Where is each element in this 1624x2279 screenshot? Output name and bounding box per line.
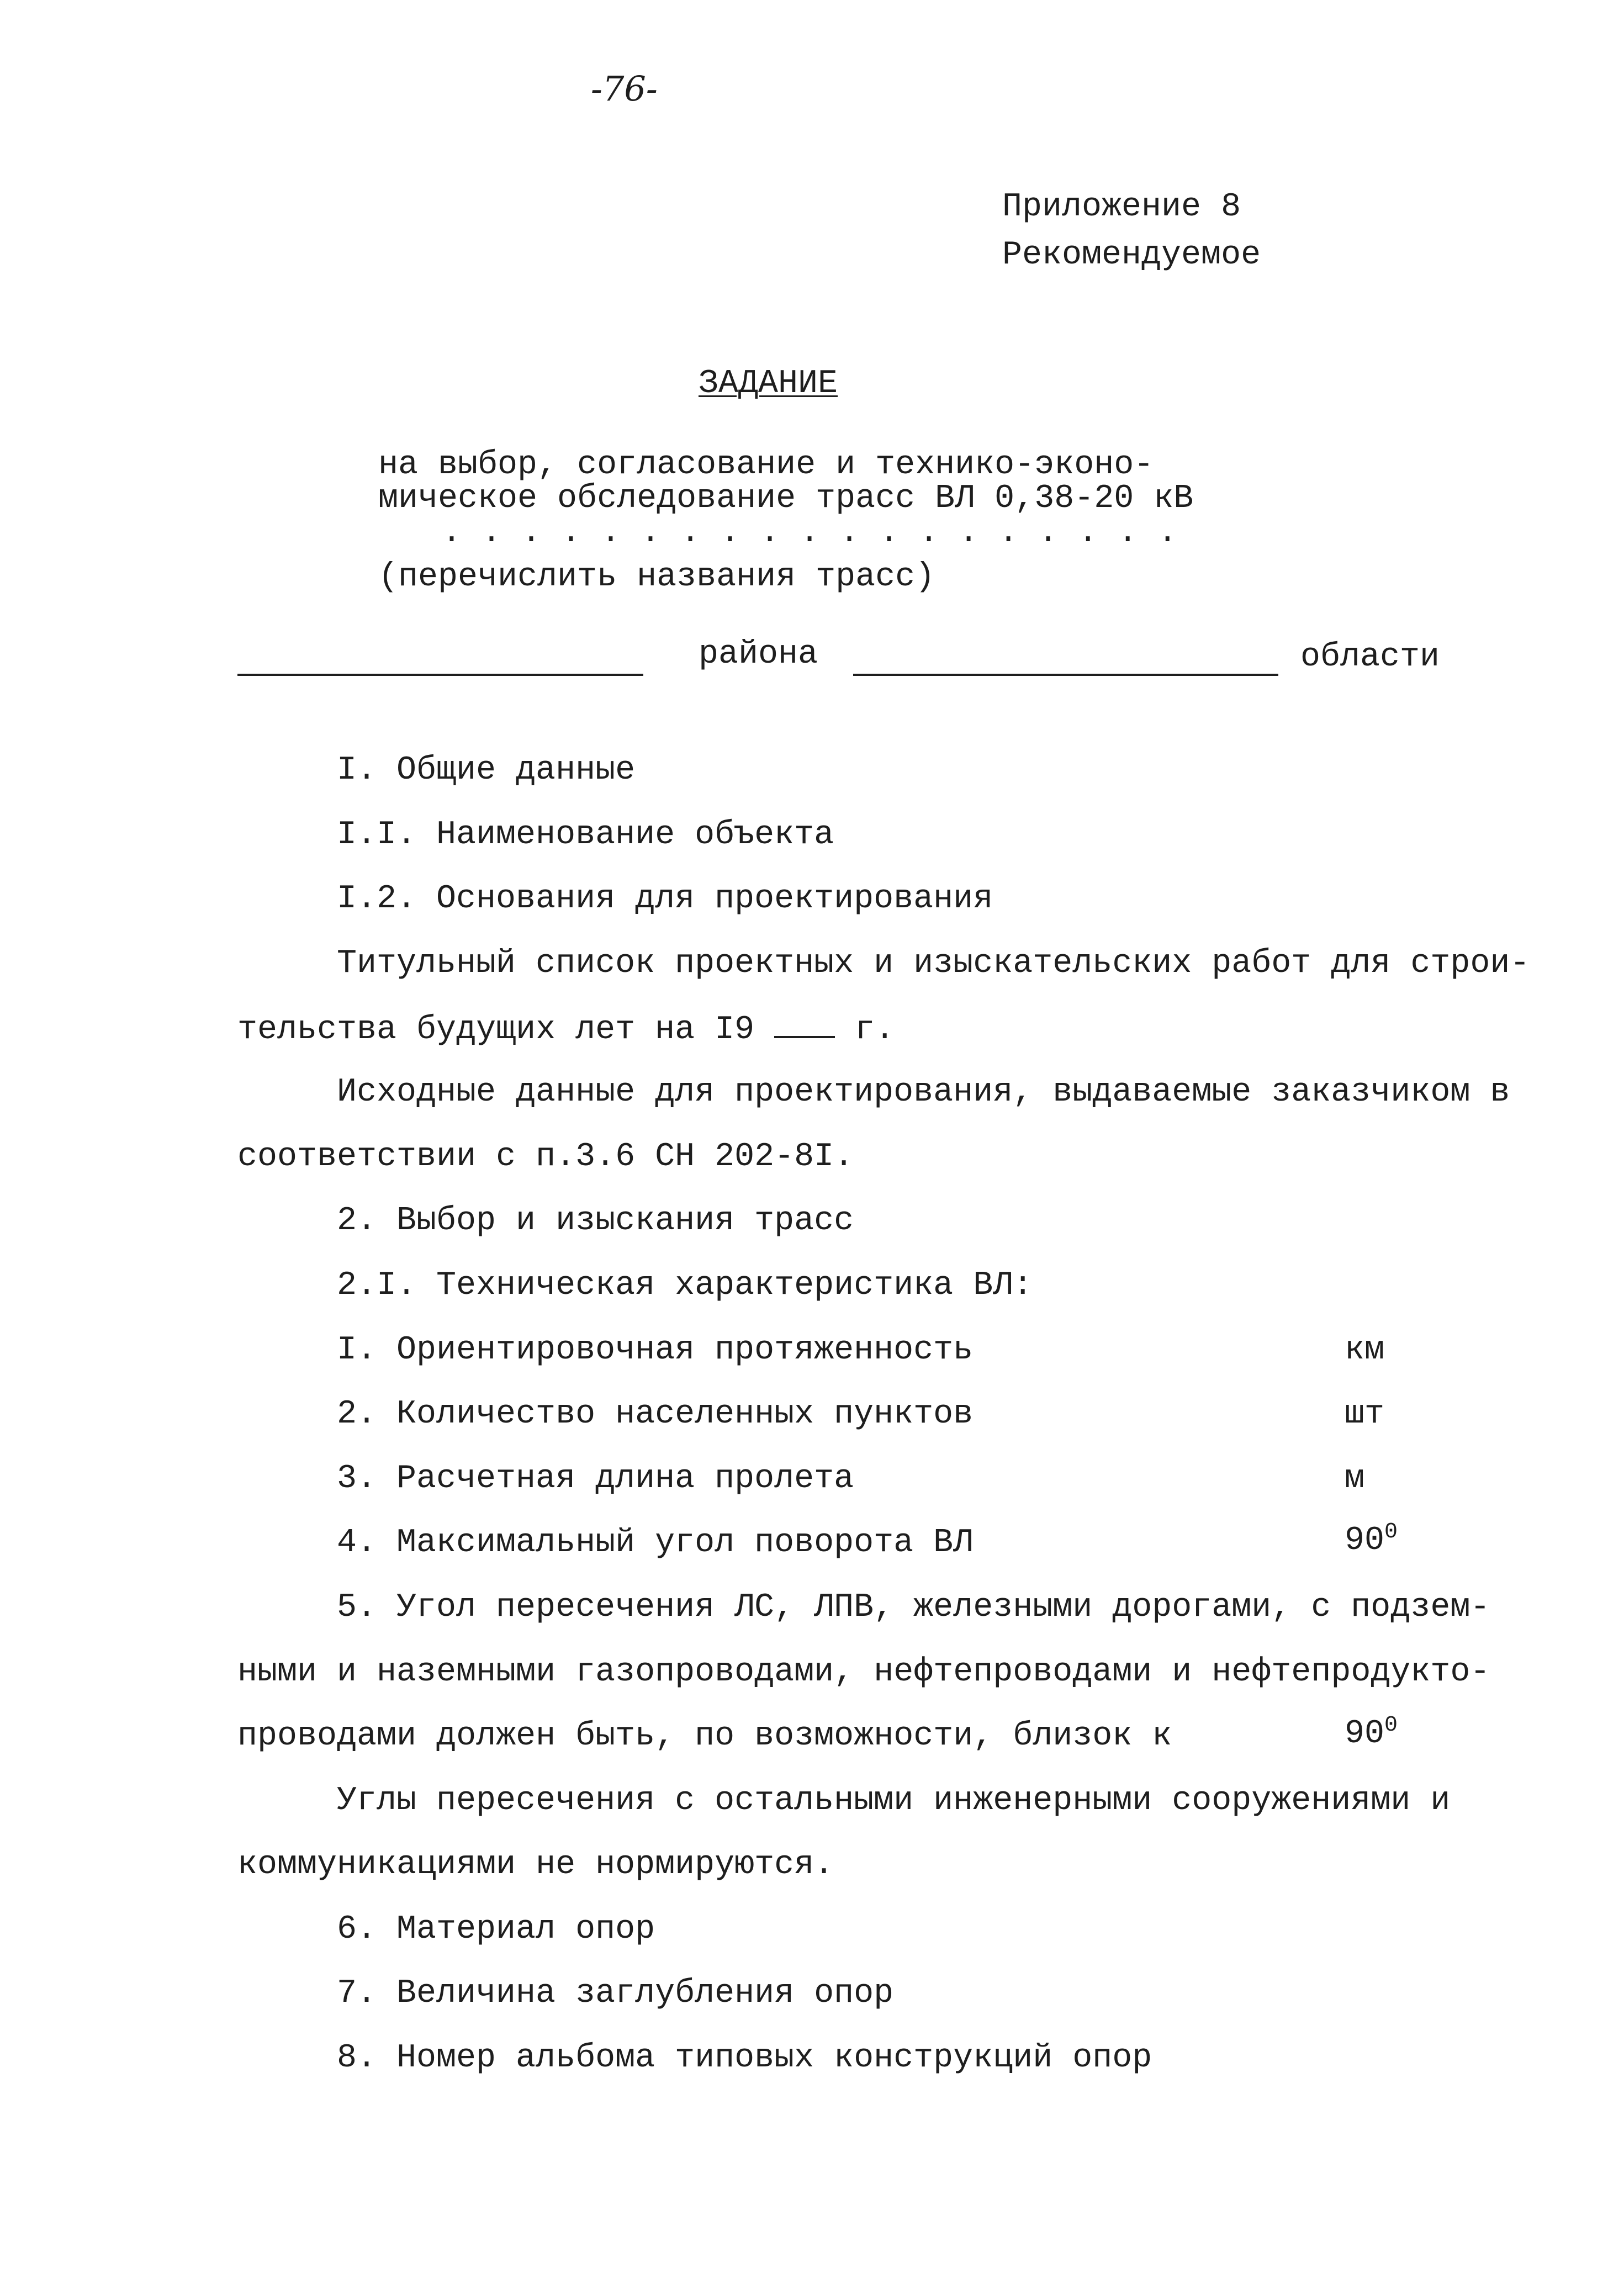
item-1-unit: км	[1345, 1331, 1385, 1369]
item-5-value	[1345, 1715, 1398, 1751]
paragraph-1-line-2-end: г.	[855, 1011, 895, 1049]
document-title	[699, 365, 838, 403]
paragraph-1-line-2	[237, 1011, 895, 1049]
item-8-text: 8. Номер альбома типовых конструкций опор	[337, 2039, 1152, 2077]
item-5-angle: 90	[1345, 1715, 1385, 1753]
oblast-blank-line	[853, 674, 1278, 676]
section-1-2-heading: I.2. Основания для проектирования	[337, 880, 993, 918]
section-2-heading: 2. Выбор и изыскания трасс	[337, 1202, 854, 1240]
item-3-text: 3. Расчетная длина пролета	[337, 1460, 854, 1498]
item-1-text: I. Ориентировочная протяженность	[337, 1331, 974, 1369]
rayon-blank-line	[237, 674, 643, 676]
subtitle-hint: (перечислить названия трасс)	[378, 558, 935, 596]
rayon-label: района	[699, 636, 818, 673]
item-5-line-1: 5. Угол пересечения ЛС, ЛПВ, железными дорогами, с подзем-	[337, 1589, 1490, 1626]
item-3-unit: м	[1345, 1460, 1365, 1498]
placeholder-dots: . . . . . . . . . . . . . . . . . . .	[442, 514, 1178, 552]
section-1-heading: I. Общие данные	[337, 752, 636, 789]
item-2-text: 2. Количество населенных пунктов	[337, 1395, 974, 1433]
recommended-label: Рекомендуемое	[1002, 236, 1261, 274]
item-4-text: 4. Максимальный угол поворота ВЛ	[337, 1524, 974, 1562]
item-5-line-3: проводами должен быть, по возможности, близок к	[237, 1717, 1172, 1755]
item-7-text: 7. Величина заглубления опор	[337, 1975, 894, 2012]
subtitle-line-2: мическое обследование трасс ВЛ 0,38-20 кВ	[378, 480, 1194, 517]
section-1-1-heading: I.I. Наименование объекта	[337, 816, 834, 854]
item-6-text: 6. Материал опор	[337, 1911, 655, 1948]
oblast-label: области	[1300, 638, 1440, 676]
paragraph-3-line-2: коммуникациями не нормируются.	[237, 1846, 834, 1884]
section-2-1-heading: 2.I. Техническая характеристика ВЛ:	[337, 1267, 1033, 1304]
paragraph-1-line-2-start: тельства будущих лет на I9	[237, 1011, 755, 1049]
appendix-label: Приложение 8	[1002, 188, 1241, 226]
item-2-unit: шт	[1345, 1395, 1385, 1433]
year-blank	[774, 1012, 835, 1038]
item-4-unit	[1345, 1521, 1398, 1557]
paragraph-2-line-1: Исходные данные для проектирования, выдаваемые заказчиком в	[337, 1074, 1510, 1111]
item-5-line-2: ными и наземными газопроводами, нефтепроводами и нефтепродукто-	[237, 1653, 1490, 1691]
page-number: -76-	[591, 68, 658, 109]
document-title-text: ЗАДАНИЕ	[699, 365, 838, 403]
item-4-angle: 90	[1345, 1522, 1385, 1559]
subtitle-line-1: на выбор, согласование и технико-эконо-	[378, 446, 1154, 484]
paragraph-1-line-1: Титульный список проектных и изыскательских работ для строи-	[337, 945, 1530, 982]
item-4-degree: 0	[1384, 1520, 1398, 1545]
paragraph-2-line-2: соответствии с п.3.6 СН 202-8I.	[237, 1138, 854, 1176]
paragraph-3-line-1: Углы пересечения с остальными инженерными сооружениями и	[337, 1782, 1451, 1820]
item-5-degree: 0	[1384, 1713, 1398, 1738]
